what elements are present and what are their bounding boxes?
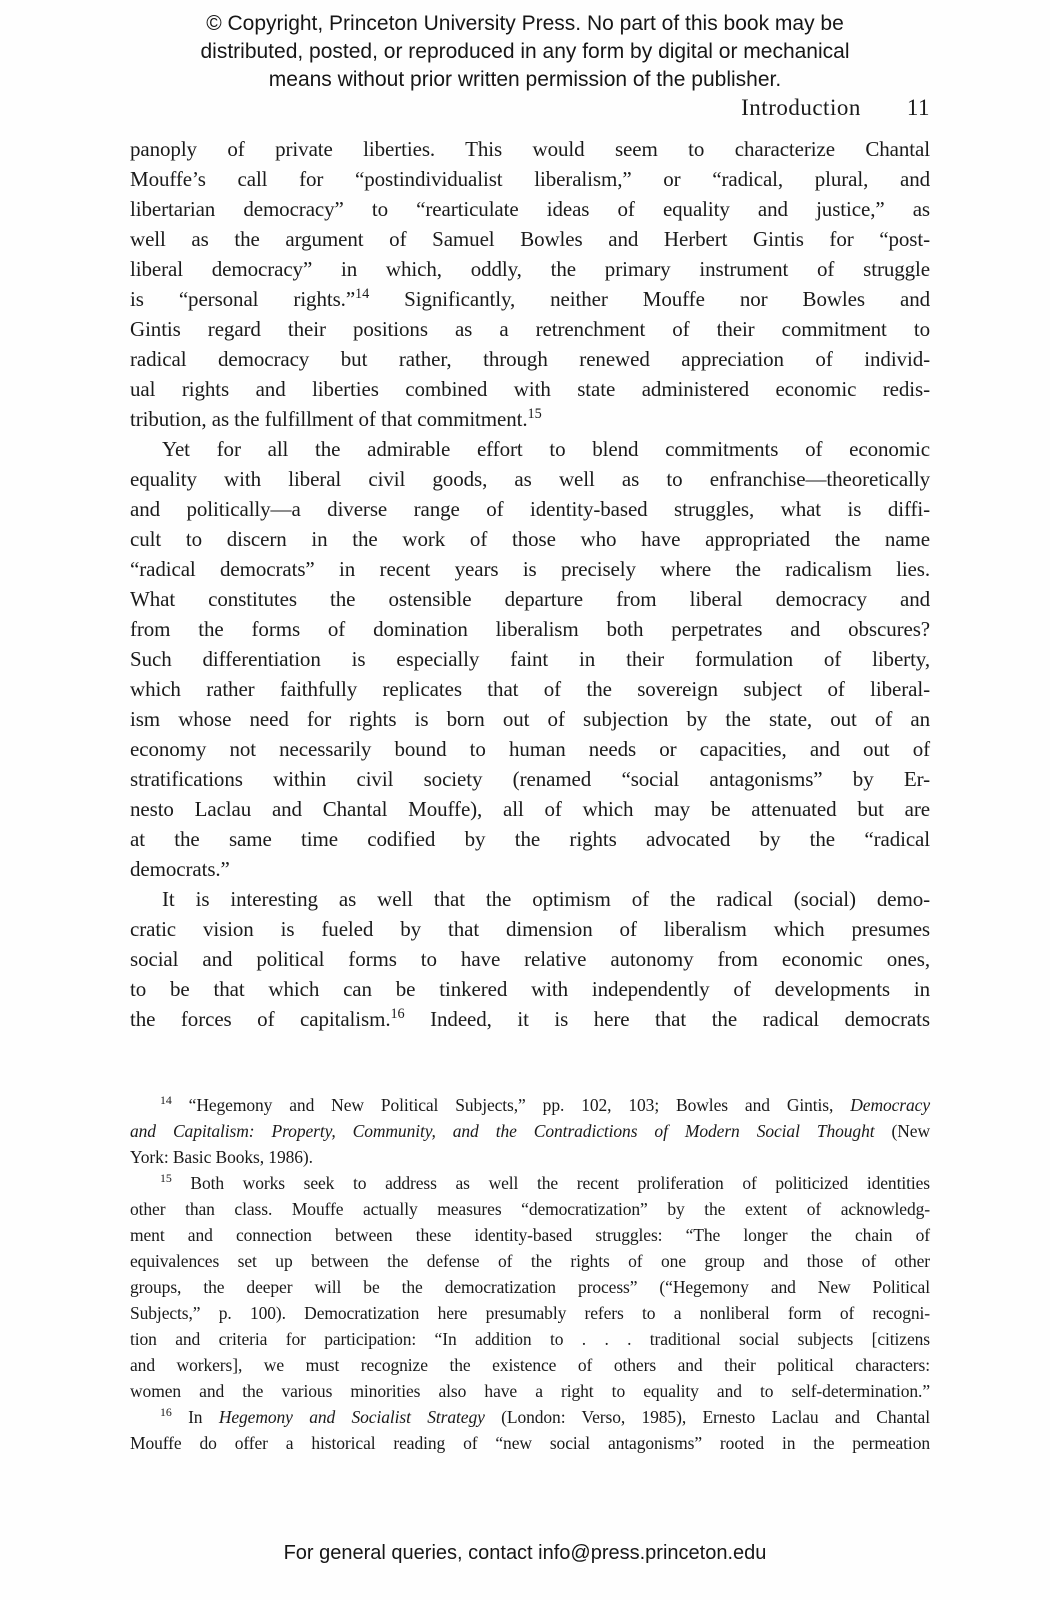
body-line: equality with liberal civil goods, as well as to enfranchise—theoretically <box>130 467 930 491</box>
body-line: well as the argument of Samuel Bowles and Herbert Gintis for “post- <box>130 227 930 251</box>
body-line: It is interesting as well that the optimism of the radical (social) demo- <box>162 887 930 911</box>
running-head-section: Introduction <box>741 95 861 120</box>
body-line: Such differentiation is especially faint in their formulation of liberty, <box>130 647 930 671</box>
body-line: at the same time codified by the rights advocated by the “radical <box>130 827 930 851</box>
body-line: from the forms of domination liberalism both perpetrates and obscures? <box>130 617 930 641</box>
body-line: tribution, as the fulfillment of that commitment.$^{15}$ <box>130 406 542 431</box>
copyright-line: distributed, posted, or reproduced in any form by digital or mechanical <box>200 40 850 63</box>
body-text <box>130 134 930 1034</box>
footnote-line: groups, the deeper will be the democratization process” (“Hegemony and New Political <box>130 1277 930 1297</box>
body-line: cult to discern in the work of those who have appropriated the name <box>130 527 930 551</box>
body-line: the forces of capitalism.$^{16}$ Indeed, it is here that the radical democrats <box>130 1006 930 1031</box>
footnote-line: and workers], we must recognize the existence of others and their political characters: <box>130 1355 930 1375</box>
footnote-15 <box>130 1170 930 1404</box>
body-line: What constitutes the ostensible departure from liberal democracy and <box>130 587 930 611</box>
body-line: democrats.” <box>130 857 230 881</box>
footnote-line: $^{16}$ In Hegemony and Socialist Strategy (London: Verso, 1985), Ernesto Laclau and Chantal <box>160 1405 930 1427</box>
page-number: 11 <box>906 95 930 120</box>
footnote-line: equivalences set up between the defense of the rights of one group and those of other <box>130 1251 930 1271</box>
body-line: liberal democracy” in which, oddly, the primary instrument of struggle <box>130 257 930 281</box>
body-line: nesto Laclau and Chantal Mouffe), all of which may be attenuated but are <box>130 797 930 821</box>
body-line: Yet for all the admirable effort to blend commitments of economic <box>162 437 930 461</box>
body-line: libertarian democracy” to “rearticulate ideas of equality and justice,” as <box>130 197 930 221</box>
footnote-line: York: Basic Books, 1986). <box>130 1147 313 1167</box>
copyright-notice <box>0 10 1050 94</box>
footnote-line: Mouffe do offer a historical reading of “new social antagonisms” rooted in the permeation <box>130 1433 930 1453</box>
body-paragraph <box>130 134 930 434</box>
body-line: stratifications within civil society (renamed “social antagonisms” by Er- <box>130 767 930 791</box>
copyright-line: means without prior written permission of the publisher. <box>268 68 782 91</box>
body-line: cratic vision is fueled by that dimension of liberalism which presumes <box>130 917 930 941</box>
footnote-line: Subjects,” p. 100). Democratization here presumably refers to a nonliberal form of recogni- <box>130 1303 930 1323</box>
footnote-line: and Capitalism: Property, Community, and the Contradictions of Modern Social Thought (New <box>130 1121 930 1141</box>
body-line: which rather faithfully replicates that of the sovereign subject of liberal- <box>130 677 930 701</box>
footnote-line: $^{14}$ “Hegemony and New Political Subjects,” pp. 102, 103; Bowles and Gintis, Democracy <box>160 1093 930 1115</box>
body-line: Mouffe’s call for “postindividualist liberalism,” or “radical, plural, and <box>130 167 930 191</box>
body-paragraph <box>130 434 930 884</box>
footnote-16 <box>130 1404 930 1456</box>
body-line: ual rights and liberties combined with state administered economic redis- <box>130 377 930 401</box>
body-line: and politically—a diverse range of identity-based struggles, what is diffi- <box>130 497 930 521</box>
page-footer <box>0 1542 1050 1565</box>
footnote-line: $^{15}$ Both works seek to address as well the recent proliferation of politicized identities <box>160 1171 930 1193</box>
footnote-line: ment and connection between these identity-based struggles: “The longer the chain of <box>130 1225 930 1245</box>
copyright-line: © Copyright, Princeton University Press. No part of this book may be <box>206 12 844 35</box>
footnote-line: other than class. Mouffe actually measures “democratization” by the extent of acknowledg- <box>130 1199 930 1219</box>
body-line: is “personal rights.”$^{14}$ Significantly, neither Mouffe nor Bowles and <box>130 286 931 311</box>
running-head <box>130 94 930 122</box>
body-line: “radical democrats” in recent years is precisely where the radicalism lies. <box>130 557 930 581</box>
footnote-line: tion and criteria for participation: “In addition to . . . traditional social subjects [citizens <box>130 1329 930 1349</box>
body-line: economy not necessarily bound to human needs or capacities, and out of <box>130 737 930 761</box>
body-line: panoply of private liberties. This would seem to characterize Chantal <box>130 137 930 161</box>
body-line: Gintis regard their positions as a retrenchment of their commitment to <box>130 317 930 341</box>
footnotes <box>130 1092 930 1456</box>
body-line: to be that which can be tinkered with independently of developments in <box>130 977 930 1001</box>
footnote-line: women and the various minorities also have a right to equality and to self-determination.” <box>130 1381 930 1401</box>
footnote-14 <box>130 1092 930 1170</box>
body-line: social and political forms to have relative autonomy from economic ones, <box>130 947 930 971</box>
body-line: radical democracy but rather, through renewed appreciation of individ- <box>130 347 930 371</box>
footer-text: For general queries, contact info@press.princeton.edu <box>283 1542 767 1564</box>
body-paragraph <box>130 884 930 1034</box>
body-line: ism whose need for rights is born out of subjection by the state, out of an <box>130 707 930 731</box>
